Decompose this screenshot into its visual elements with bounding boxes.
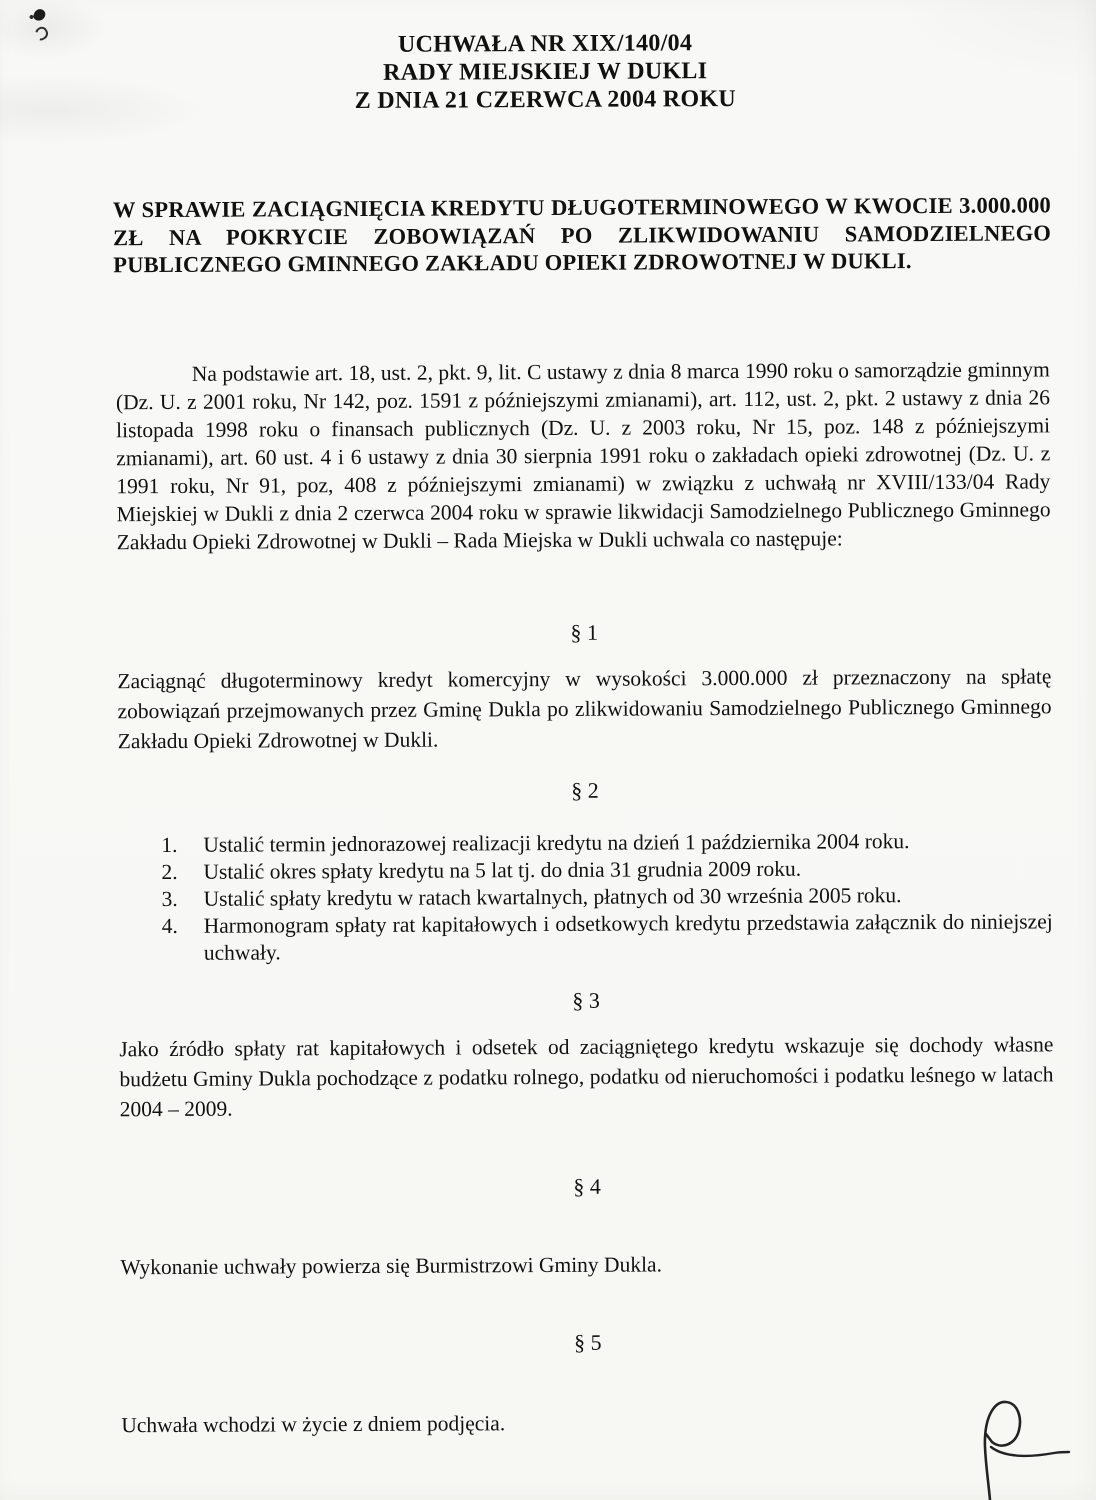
preamble-paragraph: Na podstawie art. 18, ust. 2, pkt. 9, lit. C ustawy z dnia 8 marca 1990 roku o samorządzie gminnym (Dz. U. z 2001 roku, Nr 142, poz. 1591 z późniejszymi zmianami), art. 112, ust. 2, pkt. 2 ustawy z dnia 26 listopada 1998 roku o finansach publicznych (Dz. U. z 2003 roku, Nr 15, poz. 148 z późniejszymi zmianami), art. 60 ust. 4 i 6 ustawy z dnia 30 sierpnia 1991 roku o zakładach opieki zdrowotnej (Dz. U. z 1991 roku, Nr 91, poz, 408 z późniejszymi zmianami) w związku z uchwałą nr XVIII/133/04 Rady Miejskiej w Dukli z dnia 2 czerwca 2004 roku w sprawie likwidacji Samodzielnego Publicznego Gminnego Zakładu Opieki Zdrowotnej w Dukli – Rada Miejska w Dukli uchwala co następuje: [115,357,1051,555]
signature-stroke-icon [968,1396,1080,1500]
list-item-text: Ustalić okres spłaty kredytu na 5 lat tj. do dnia 31 grudnia 2009 roku. [203,856,802,884]
handwritten-signature [968,1396,1080,1500]
section-1-body: Zaciągnąć długoterminowy kredyt komercyjny w wysokości 3.000.000 zł przeznaczony na spłatę zobowiązań przejmowanych przez Gminę Dukla po zlikwidowaniu Samodzielnego Publicznego Gminnego Zakładu Opieki Zdrowotnej w Dukli. [117,664,1052,754]
list-item-number: 1. [161,832,178,858]
section-2-list [161,827,1053,967]
list-item-text: Ustalić spłaty kredytu w ratach kwartalnych, płatnych od 30 września 2005 roku. [203,883,902,911]
section-4-body: Wykonanie uchwały powierza się Burmistrzowi Gminy Dukla. [120,1252,662,1280]
section-5-body: Uchwała wchodzi w życie z dniem podjęcia. [121,1411,506,1438]
list-item-number: 4. [161,913,178,939]
section-5-heading: § 5 [574,1329,602,1355]
section-2-heading: § 2 [571,777,599,803]
section-3-heading: § 3 [572,987,600,1013]
list-item-text: Harmonogram spłaty rat kapitałowych i odsetkowych kredytu przedstawia załącznik do niniejszej uchwały. [203,909,1053,965]
list-item-number: 2. [161,859,178,885]
document-title-block [0,27,1093,117]
list-item-text: Ustalić termin jednorazowej realizacji kredytu na dzień 1 października 2004 roku. [203,829,910,857]
list-item-number: 3. [161,886,178,912]
subject-paragraph: W SPRAWIE ZACIĄGNIĘCIA KREDYTU DŁUGOTERMINOWEGO W KWOCIE 3.000.000 ZŁ NA POKRYCIE ZOBOWIĄZAŃ PO ZLIKWIDOWANIU SAMODZIELNEGO PUBLICZNEGO GMINNEGO ZAKŁADU OPIEKI ZDROWOTNEJ W DUKLI. [112,192,1052,278]
title-resolution-number: UCHWAŁA NR XIX/140/04 [397,30,693,58]
section-1-heading: § 1 [570,619,598,645]
title-council-name: RADY MIEJSKIEJ W DUKLI [383,58,708,86]
section-3-body: Jako źródło spłaty rat kapitałowych i odsetek od zaciągniętego kredytu wskazuje się dochody własne budżetu Gminy Dukla pochodzące z podatku rolnego, podatku od nieruchomości i podatku leśnego w latach 2004 – 2009. [119,1032,1054,1122]
title-date: Z DNIA 21 CZERWCA 2004 ROKU [354,86,737,115]
list-item [162,908,1053,967]
section-4-heading: § 4 [573,1173,601,1199]
